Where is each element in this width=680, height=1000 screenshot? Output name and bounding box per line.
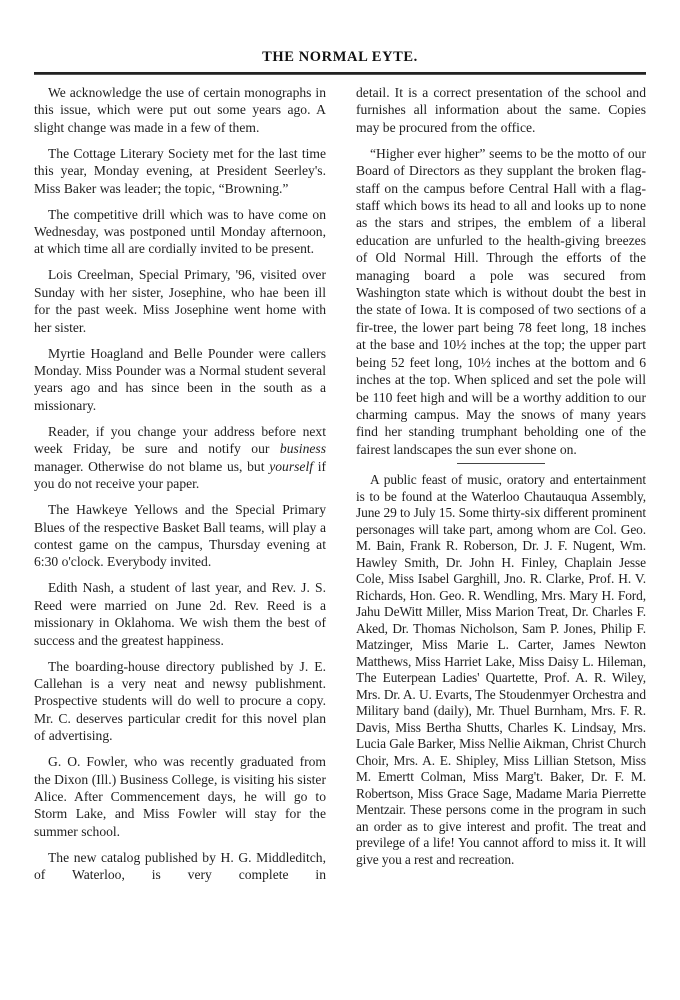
paragraph-cottage-literary-society: The Cottage Literary Society met for the last time this year, Monday evening, at President Seerley's. Miss Baker was leader; the topic, “Browning.” — [34, 145, 326, 196]
header-rule — [34, 72, 646, 75]
left-column — [34, 84, 326, 892]
paragraph-reader-notice — [34, 423, 326, 493]
paragraph-flagstaff: “Higher ever higher” seems to be the motto of our Board of Directors as they supplant the broken flag-staff on the campus before Central Hall with a flag-staff which bows its head to all and looks up to none as the stars and stripes, the emblem of a liberal education are unfurled to the health-giving breezes of Old Normal Hill. Through the efforts of the managing board a pole was secured from Washington state which is without doubt the best in the state of Iowa. It is composed of two sections of a fir-tree, the lower part being 78 feet long, 18 inches at the base and 10½ inches at the top; the upper part being 52 feet long, 10½ inches at the bottom and 6 inches at the top. When spliced and set the pole will be 110 feet high and will be a worthy addition to our charming campus. May the snows of many years find her standing trumphant beholding one of the fairest landscapes the sun ever shone on. — [356, 145, 646, 457]
paragraph-edith-nash: Edith Nash, a student of last year, and Rev. J. S. Reed were married on June 2d. Rev. Reed is a missionary in Oklahoma. We wish them the best of success and the greatest happiness. — [34, 580, 326, 648]
paragraph-monographs: We acknowledge the use of certain monographs in this issue, which were put out some years ago. A slight change was made in a few of them. — [34, 85, 326, 135]
paragraph-basket-ball: The Hawkeye Yellows and the Special Primary Blues of the respective Basket Ball teams, will play a contest game on the campus, Thursday evening at 6:30 o'clock. Everybody invited. — [34, 502, 326, 570]
paragraph-myrtie-hoagland: Myrtie Hoagland and Belle Pounder were callers Monday. Miss Pounder was a Normal student several years ago and has since been in the south as a missionary. — [34, 345, 326, 413]
paragraph-go-fowler: G. O. Fowler, who was recently graduated from the Dixon (Ill.) Business College, is visiting his sister Alice. After Commencement days, he will go to Storm Lake, and Miss Fowler will stay for the summer school. — [34, 754, 326, 839]
paragraph-competitive-drill: The competitive drill which was to have come on Wednesday, was postponed until Monday afternoon, at which time all are cordially invited to be present. — [34, 206, 326, 257]
reader-notice-text: manager. Otherwise do not blame us, but — [34, 458, 270, 474]
reader-notice-text: Reader, if you change your address before next week Friday, be sure and notify our — [34, 423, 326, 457]
masthead-title: THE NORMAL EYTE. — [262, 49, 418, 65]
section-divider — [457, 463, 545, 464]
paragraph-lois-creelman: Lois Creelman, Special Primary, '96, visited over Sunday with her sister, Josephine, who hae been ill for the past week. Miss Josephine went home with her sister. — [34, 267, 326, 335]
paragraph-catalog-continued: detail. It is a correct presentation of the school and furnishes all information about the same. Copies may be procured from the office. — [356, 85, 646, 135]
reader-notice-text: if you do not receive your paper. — [34, 458, 326, 492]
paragraph-chautauqua: A public feast of music, oratory and entertainment is to be found at the Waterloo Chautauqua Assembly, June 29 to July 15. Some thirty-six different prominent personages will take part, among whom are Col. Geo. M. Bain, Frank R. Roberson, Dr. J. F. Nugent, Wm. Hawley Smith, Dr. John H. Finley, Chaplain Jesse Cole, Miss Isabel Garghill, Jno. R. Clarke, Prof. H. V. Richards, Hon. Geo. R. Wendling, Mrs. Mary H. Ford, Jahu DeWitt Miller, Miss Marion Treat, Dr. Charles F. Aked, Dr. Thomas Nicholson, Sam P. Jones, Philip F. Matzinger, Miss Marie L. Carter, James Newton Matthews, Miss Harriet Lake, Miss Daisy L. Hileman, The Euterpean Ladies' Quartette, Prof. A. R. Wiley, Mrs. Dr. A. U. Evarts, The Stoudenmyer Orchestra and Military band (daily), Mr. Thuel Burnham, Mrs. F. R. Davis, Miss Bertha Shutts, Charles K. Lindsay, Mrs. Lucia Gale Barker, Miss Nellie Aikman, Christ Church Choir, Mrs. A. E. Shipley, Miss Lillian Stetson, Miss M. Emertt Colman, Miss Marg't. Baker, Dr. F. M. Robertson, Miss Grace Sage, Madame Maria Pierrette Mentzair. These persons come in the program in such an order as to give interest and profit. The treat and previlege of a life! You cannot afford to miss it. It will give you a rest and recreation. — [356, 472, 646, 867]
reader-notice-emphasis: business — [279, 441, 326, 457]
paragraph-new-catalog: The new catalog published by H. G. Middleditch, of Waterloo, is very complete in — [34, 849, 326, 883]
right-column — [356, 84, 646, 868]
reader-notice-emphasis: yourself — [269, 458, 313, 474]
paragraph-boarding-house-directory: The boarding-house directory published by J. E. Callehan is a very neat and newsy publishment. Prospective students will do well to procure a copy. Mr. C. deserves particular credit for this novel plan of advertising. — [34, 658, 326, 744]
